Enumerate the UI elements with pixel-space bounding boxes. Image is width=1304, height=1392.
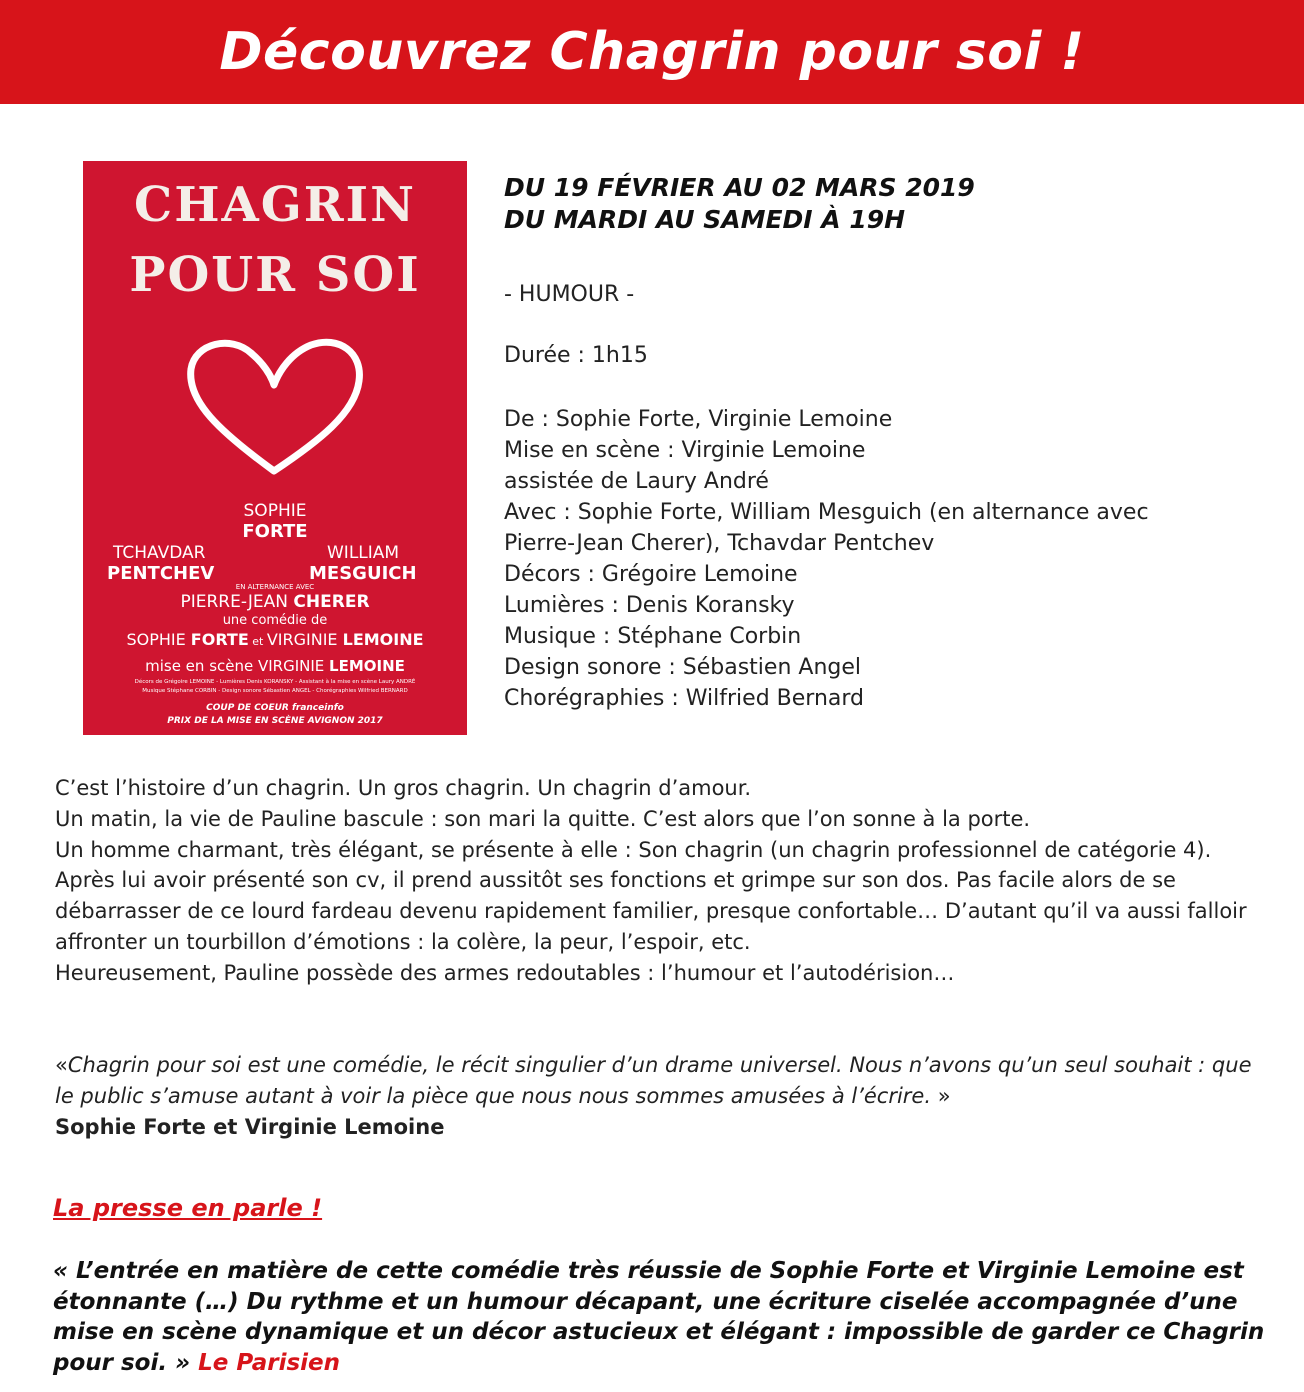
poster-title-line2: POUR SOI xyxy=(129,247,421,303)
synopsis-paragraph: C’est l’histoire d’un chagrin. Un gros chagrin. Un chagrin d’amour. xyxy=(55,776,752,800)
poster-mise-en-scene: mise en scène VIRGINIE LEMOINE xyxy=(145,657,405,675)
poster-actor2-last: PENTCHEV xyxy=(107,563,215,584)
poster-actor3-last: MESGUICH xyxy=(309,563,417,584)
press-heading: La presse en parle ! xyxy=(53,1194,323,1222)
credit-line: Avec : Sophie Forte, William Mesguich (en alternance avec xyxy=(504,500,1149,525)
poster-actor3-first: WILLIAM xyxy=(327,543,400,563)
credit-line: Décors : Grégoire Lemoine xyxy=(504,562,798,587)
heart-icon xyxy=(179,331,369,481)
poster-alternance: EN ALTERNANCE AVEC xyxy=(235,583,315,591)
credit-line: Mise en scène : Virginie Lemoine xyxy=(504,438,866,463)
poster-actor1-last: FORTE xyxy=(242,521,308,542)
quote-close: » xyxy=(931,1084,951,1108)
synopsis-paragraph: Heureusement, Pauline possède des armes redoutables : l’humour et l’autodérision… xyxy=(55,960,955,985)
poster-comedie: une comédie de xyxy=(222,613,328,628)
poster-actor1-first: SOPHIE xyxy=(243,501,307,521)
synopsis xyxy=(55,773,1265,989)
poster-title-line1: CHAGRIN xyxy=(133,177,416,233)
synopsis-paragraph: Un matin, la vie de Pauline bascule : son mari la quitte. C’est alors que l’on sonne à la porte. xyxy=(55,806,1031,831)
press-quote-text: « L’entrée en matière de cette comédie très réussie de Sophie Forte et Virginie Lemoine est étonnante (…) Du rythme et un humour décapant, une écriture ciselée accompagnée d’une mise en scène dynamique et un décor astucieux et élégant : impossible de garder ce Chagrin pour soi. » xyxy=(53,1258,1265,1376)
dates-line1: DU 19 FÉVRIER AU 02 MARS 2019 xyxy=(504,173,975,202)
page-title: Découvrez Chagrin pour soi ! xyxy=(219,22,1085,82)
credits-list xyxy=(504,404,1284,714)
poster-award1: COUP DE COEUR franceinfo xyxy=(206,703,344,713)
credit-line: Chorégraphies : Wilfried Bernard xyxy=(504,686,864,711)
show-poster xyxy=(83,161,467,735)
poster-credits-line2: Musique Stéphane CORBIN - Design sonore Sébastien ANGEL - Chorégraphies Wilfried BERNARD xyxy=(142,688,408,694)
credit-line: Lumières : Denis Koransky xyxy=(504,593,795,618)
quote-author: Sophie Forte et Virginie Lemoine xyxy=(55,1115,445,1139)
poster-award2: PRIX DE LA MISE EN SCÈNE AVIGNON 2017 xyxy=(167,716,383,726)
authors-quote xyxy=(55,1050,1265,1143)
credit-line: Musique : Stéphane Corbin xyxy=(504,624,802,649)
duration-label: Durée : 1h15 xyxy=(504,343,648,368)
credit-line: Pierre-Jean Cherer), Tchavdar Pentchev xyxy=(504,531,935,556)
quote-open: « xyxy=(55,1053,68,1077)
credit-line: Design sonore : Sébastien Angel xyxy=(504,655,861,680)
credit-line: De : Sophie Forte, Virginie Lemoine xyxy=(504,407,893,432)
synopsis-paragraph: Un homme charmant, très élégant, se présente à elle : Son chagrin (un chagrin professionnel de catégorie 4). Après lui avoir présenté son cv, il prend aussitôt ses fonctions et grimpe sur son dos. Pas facile alors de se débarrasser de ce lourd fardeau devenu rapidement familier, presque confortable… D’autant qu’il va aussi falloir affronter un tourbillon d’émotions : la colère, la peur, l’espoir, etc. xyxy=(55,837,1247,954)
press-quote xyxy=(53,1256,1268,1378)
poster-credits-line1: Décors de Grégoire LEMOINE - Lumières Denis KORANSKY - Assistant à la mise en scène Laury ANDRÉ xyxy=(134,679,416,685)
credit-line: assistée de Laury André xyxy=(504,469,769,494)
show-dates xyxy=(504,172,1264,236)
poster-actor4: PIERRE-JEAN CHERER xyxy=(180,592,370,612)
header-banner xyxy=(0,0,1304,104)
genre-label: - HUMOUR - xyxy=(504,282,635,307)
dates-line2: DU MARDI AU SAMEDI À 19H xyxy=(504,205,906,234)
poster-authors: SOPHIE FORTE et VIRGINIE LEMOINE xyxy=(126,630,424,649)
press-source: Le Parisien xyxy=(198,1349,341,1376)
quote-text: Chagrin pour soi est une comédie, le récit singulier d’un drame universel. Nous n’avons qu’un seul souhait : que le public s’amuse autant à voir la pièce que nous nous sommes amusées à l’écrire. xyxy=(55,1053,1252,1108)
poster-actor2-first: TCHAVDAR xyxy=(113,543,206,563)
